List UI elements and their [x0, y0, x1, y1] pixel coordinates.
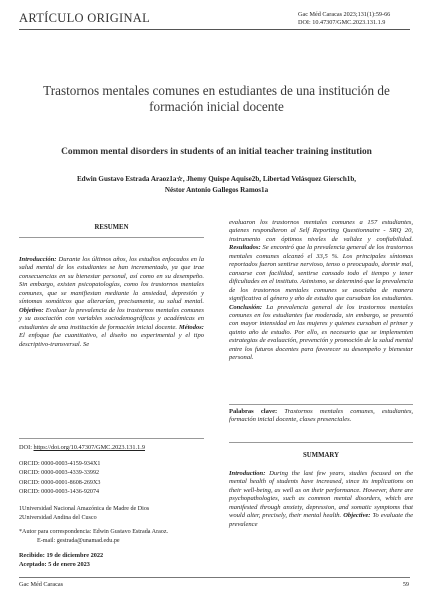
affiliation-list	[19, 505, 149, 522]
journal-citation	[298, 11, 410, 27]
results-text: Se encontró que la prevalencia general de los trastornos mentales comunes alcanzó el 33,5 %. Los principales síntomas reportados fueron sentirse nervioso, tenso o preocupado, dormir mal, cansarse con facilidad, sentirse cansado todo el tiempo y tener dificultades en el instituto. Asimismo, se determinó que la prevalencia de los trastornos mentales comunes se asociaba de manera significativa al género y año de estudio que cursaban los estudiantes.	[229, 244, 413, 303]
summary-intro-label: Introduction:	[229, 470, 266, 477]
summary-objective-label: Objective:	[343, 512, 371, 520]
keywords-block	[229, 408, 413, 425]
keywords-label: Palabras clave:	[229, 408, 278, 415]
objective-text: Evaluar la prevalencia de los trastornos mentales comunes y su asociación con variables sociodemográficas y académicas en estudiantes de una institución de formación inicial docente.	[19, 306, 204, 331]
orcid-item[interactable]: ORCID: 0000-0001-8608-269X3	[19, 479, 101, 486]
header-divider	[19, 29, 410, 30]
keywords-text: Trastornos mentales comunes, estudiantes, formación inicial docente, clases presenciales.	[229, 408, 413, 424]
section-label: ARTÍCULO ORIGINAL	[19, 11, 151, 25]
resumen-text-right	[229, 219, 413, 363]
affiliation-item: 1Universidad Nacional Amazónica de Madre de Dios	[19, 506, 150, 512]
correspondence	[19, 528, 209, 545]
intro-label: Introducción:	[19, 256, 57, 263]
summary-heading-block	[229, 452, 413, 459]
orcid-item[interactable]: ORCID: 0000-0003-4159-934X1	[19, 461, 101, 467]
methods-label: Métodos:	[178, 323, 204, 331]
resumen-paragraph-continued	[229, 219, 413, 363]
footer-journal-name: Gac Méd Caracas	[19, 581, 63, 588]
article-dates	[19, 552, 103, 569]
objective-label: Objetivo:	[19, 306, 44, 314]
correspondence-author: *Autor para correspondencia: Edwin Gustavo Estrada Araoz.	[19, 529, 169, 535]
resumen-divider	[19, 237, 204, 238]
summary-text	[229, 470, 413, 529]
authors-line-1: Edwin Gustavo Estrada Araoz1a☆, Jhemy Quispe Aquise2b, Libertad Velásquez Giersch1b,	[76, 175, 357, 183]
conclusion-text: La prevalencia general de los trastornos mentales comunes en los estudiantes fue moderada, sin embargo, se presentó con mayor intensidad en las mujeres y quienes cursaban el primer y quinto año de estudio. Por ello, es necesario que se implementen estrategias de evaluación, prevención y promoción de la salud mental entre los futuros docentes para favorecer su desempeño y bienestar personal.	[229, 303, 413, 362]
summary-intro-text: During the last few years, studies focused on the mental health of students have increased, since its implications on their well-being, as well as on their performance. However, there are psychopathologies, such as common mental disorders, which are manifested through anxiety, depression, and somatic symptoms that would alter, precisely, their mental health.	[229, 470, 413, 520]
page-number: 59	[402, 581, 409, 588]
author-list	[40, 174, 393, 195]
doi-line	[19, 444, 145, 451]
summary-heading: SUMMARY	[302, 452, 339, 459]
authors-line-2: Néstor Antonio Gallegos Ramos1a	[164, 185, 269, 194]
resumen-paragraph	[19, 256, 204, 349]
accepted-date: Aceptado: 5 de enero 2023	[19, 560, 90, 568]
summary-paragraph	[229, 470, 413, 529]
summary-objective-text: To evaluate the prevalence	[229, 512, 413, 528]
keywords-divider-bottom	[229, 442, 413, 443]
doi-divider	[19, 438, 204, 439]
article-title-spanish: Trastornos mentales comunes en estudiantes de una institución de formación inicial docente	[43, 83, 390, 114]
keywords-paragraph	[229, 408, 413, 425]
resumen-heading: RESUMEN	[94, 224, 129, 231]
conclusion-label: Conclusión:	[229, 303, 263, 311]
correspondence-email[interactable]: E-mail: gestrada@unamad.edu.pe	[37, 537, 120, 544]
resumen-heading-block	[19, 224, 204, 231]
orcid-item[interactable]: ORCID: 0000-0003-4339-33992	[19, 470, 100, 477]
received-date: Recibido: 19 de diciembre 2022	[19, 552, 104, 559]
doi-link[interactable]: https://doi.org/10.47307/GMC.2023.131.1.9	[33, 444, 146, 451]
article-title-english: Common mental disorders in students of an initial teacher training institution	[61, 147, 372, 157]
resumen-continued-text: evaluaron los trastornos mentales comunes a 157 estudiantes, quienes respondieron al Self Reporting Questionnaire - SRQ 20, instrumento con óptimos niveles de validez y confiabilidad.	[229, 219, 413, 243]
results-label: Resultados:	[229, 244, 261, 252]
intro-text: Durante los últimos años, los estudios enfocados en la salud mental de los estudiantes se han incrementado, ya que trae consecuencias en su bienestar personal, así como en su desempeño. Sin embargo, existen psicopatologías, como los trastornos mentales comunes, que se manifiestan mediante la ansiedad, depresión y síntomas somáticos que alterarían, precisamente, su salud mental.	[19, 256, 204, 306]
footer-divider	[19, 577, 410, 578]
journal-doi-line: DOI: 10.47307/GMC.2023.131.1.9	[298, 19, 386, 27]
methods-text: El enfoque fue cuantitativo, el diseño no experimental y el tipo descriptivo-transversal. Se	[19, 332, 204, 348]
affiliation-item: 2Universidad Andina del Cusco	[19, 514, 97, 521]
keywords-divider-top	[229, 404, 413, 405]
orcid-list	[19, 460, 100, 498]
journal-citation-line: Gac Méd Caracas 2023;131(1):59-66	[298, 11, 391, 18]
doi-label: DOI:	[19, 444, 34, 451]
orcid-item[interactable]: ORCID: 0000-0003-1436-92074	[19, 489, 100, 496]
resumen-text-left	[19, 256, 204, 349]
